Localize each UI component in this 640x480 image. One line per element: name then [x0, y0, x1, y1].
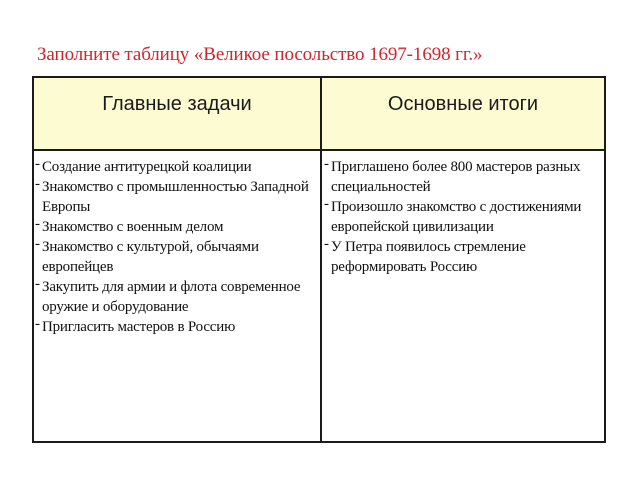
result-item-text: Приглашено более 800 мастеров разных специальностей: [331, 159, 581, 195]
task-item: [35, 317, 319, 337]
result-item: [324, 197, 602, 237]
results-list: [324, 157, 602, 277]
task-item: [35, 277, 319, 317]
bullet-marker: -: [35, 316, 40, 332]
header-main-results: Основные итоги: [322, 78, 604, 149]
task-item-text: Знакомство с военным делом: [42, 219, 224, 235]
tasks-cell: [35, 151, 319, 337]
task-item: [35, 177, 319, 217]
results-cell: [324, 151, 602, 277]
task-item-text: Знакомство с культурой, обычаями европейцев: [42, 239, 259, 275]
task-item-text: Пригласить мастеров в Россию: [42, 319, 236, 335]
task-item: [35, 237, 319, 277]
task-item-text: Знакомство с промышленностью Западной Европы: [42, 179, 309, 215]
page-title: Заполните таблицу «Великое посольство 1697-1698 гг.»: [37, 44, 483, 65]
tasks-list: [35, 157, 319, 337]
column-divider: [320, 78, 322, 441]
bullet-marker: -: [324, 236, 329, 252]
bullet-marker: -: [35, 276, 40, 292]
task-item-text: Создание антитурецкой коалиции: [42, 159, 252, 175]
bullet-marker: -: [35, 216, 40, 232]
result-item: [324, 237, 602, 277]
result-item-text: Произошло знакомство с достижениями европейской цивилизации: [331, 199, 582, 235]
task-item: [35, 217, 319, 237]
result-item: [324, 157, 602, 197]
assignment-table: [32, 76, 606, 443]
result-item-text: У Петра появилось стремление реформировать Россию: [331, 239, 526, 275]
bullet-marker: -: [35, 176, 40, 192]
bullet-marker: -: [35, 236, 40, 252]
bullet-marker: -: [324, 196, 329, 212]
header-main-tasks: Главные задачи: [34, 78, 320, 149]
task-item: [35, 157, 319, 177]
bullet-marker: -: [35, 156, 40, 172]
bullet-marker: -: [324, 156, 329, 172]
task-item-text: Закупить для армии и флота современное оружие и оборудование: [42, 279, 301, 315]
